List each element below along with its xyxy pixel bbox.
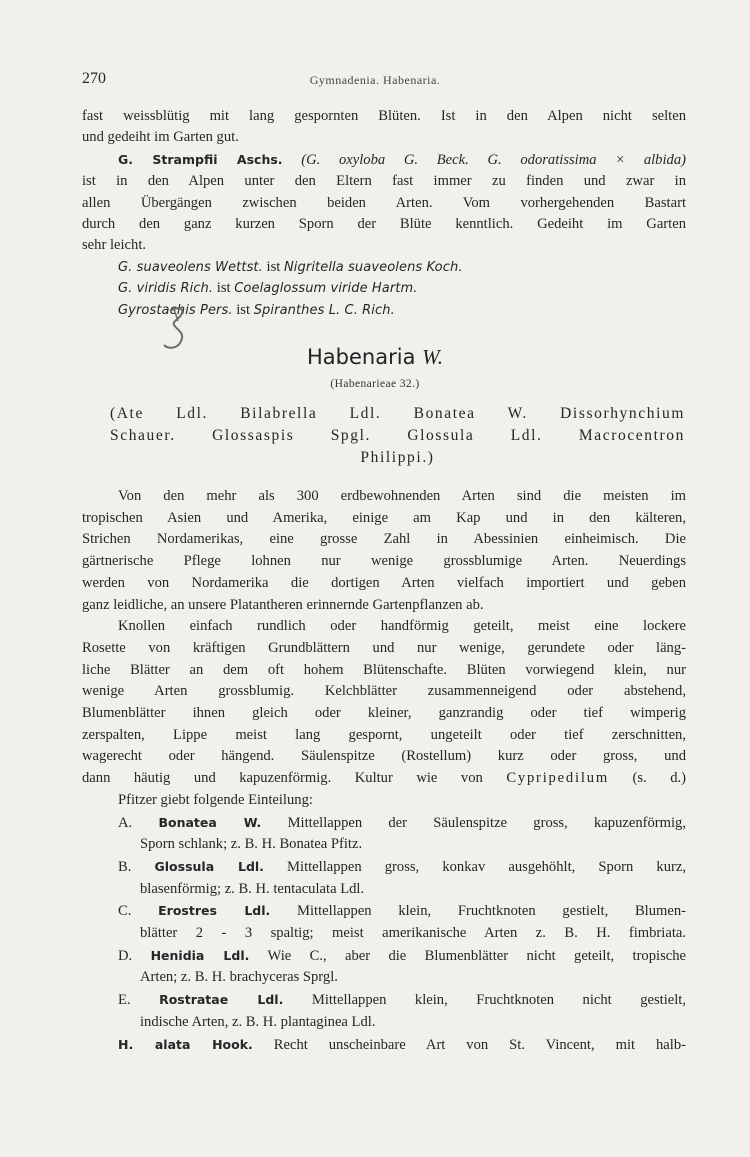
- text-line: und gedeiht im Garten gut.: [82, 129, 239, 146]
- synonym-line: G. suaveolens Wettst. ist Nigritella suaveolens Koch.: [118, 258, 463, 275]
- key-item: B. Glossula Ldl. Mittellappen gross, konkav ausgehöhlt, Sporn kurz, blasenförmig; z. B. H. tentaculata Ldl.: [118, 858, 686, 897]
- text-line: dann häutig und kapuzenförmig. Kultur wie von Cypripedilum (s. d.): [82, 770, 686, 787]
- synonym-line: G. viridis Rich. ist Coelaglossum viride Hartm.: [118, 280, 418, 297]
- text-line: Knollen einfach rundlich oder handförmig geteilt, meist eine lockere: [118, 618, 686, 635]
- text-line: Rosette von kräftigen Grundblättern und nur wenige, gerundete oder läng-: [82, 639, 686, 656]
- main-text: [82, 486, 686, 1056]
- text-line: Von den mehr als 300 erdbewohnenden Arten sind die meisten im: [118, 488, 686, 504]
- genus-heading: [0, 345, 750, 370]
- text-line: ist in den Alpen unter den Eltern fast immer zu finden und zwar in: [82, 173, 686, 190]
- key-item: E. Rostratae Ldl. Mittellappen klein, Fruchtknoten nicht gestielt, indische Arten, z. B. H. plantaginea Ldl.: [118, 992, 687, 1030]
- key-list: [82, 812, 686, 1034]
- species-name: G. Strampfii Aschs.: [118, 151, 283, 167]
- page-number: 270: [82, 70, 106, 87]
- text-line: zerspalten, Lippe meist lang gespornt, ungeteilt oder tief zerschnitten,: [82, 726, 686, 743]
- species-entry: H. alata Hook. Recht unscheinbare Art von St. Vincent, mit halb-: [118, 1036, 686, 1053]
- synonym-line: Philippi.): [360, 449, 435, 466]
- text-line: gärtnerische Pflege lohnen nur wenige grossblumige Arten. Neuerdings: [82, 553, 686, 570]
- text-line: Blumenblätter ihnen gleich oder kleiner, ganzrandig oder tief wimperig: [82, 705, 686, 722]
- synonym-line: Schauer. Glossaspis Spgl. Glossula Ldl. Macrocentron: [110, 427, 685, 444]
- top-section: [82, 106, 686, 321]
- synonym-line: (Ate Ldl. Bilabrella Ldl. Bonatea W. Dissorhynchium: [110, 405, 685, 422]
- hybrid-formula: (G. oxyloba G. Beck. G. odoratissima × albida): [301, 151, 686, 168]
- key-item: C. Erostres Ldl. Mittellappen klein, Fruchtknoten gestielt, Blumen- blätter 2 - 3 spaltig; meist amerikanische Arten z. B. H. fimbriata.: [118, 903, 687, 942]
- text-line: allen Übergängen zwischen beiden Arten. Vom vorhergehenden Bastart: [82, 194, 686, 211]
- genus-author: W.: [422, 345, 443, 369]
- text-line: wenige Arten grossblumig. Kelchblätter zusammenneigend oder abstehend,: [82, 683, 686, 700]
- text-line: ganz leidliche, an unsere Platantheren erinnernde Gartenpflanzen ab.: [82, 596, 484, 613]
- key-item: A. Bonatea W. Mittellappen der Säulenspitze gross, kapuzenförmig, Sporn schlank; z. B. H. Bonatea Pfitz.: [118, 814, 686, 853]
- text-line: Strichen Nordamerikas, eine grosse Zahl in Abessinien einheimisch. Die: [82, 531, 686, 548]
- text-line: tropischen Asien und Amerika, einige am Kap und in den kälteren,: [82, 509, 686, 526]
- text-line: durch den ganz kurzen Sporn der Blüte kenntlich. Gedeiht im Garten: [82, 216, 686, 233]
- synonym-line: Gyrostachis Pers. ist Spiranthes L. C. Rich.: [118, 301, 395, 318]
- strampfii-entry: [82, 149, 686, 171]
- genus-synonyms: [110, 403, 685, 469]
- key-item: D. Henidia Ldl. Wie C., aber die Blumenblätter nicht geteilt, tropische Arten; z. B. H. brachyceras Sprgl.: [118, 947, 687, 986]
- text-line: sehr leicht.: [82, 237, 147, 254]
- genus-name: Habenaria: [307, 345, 416, 369]
- text-line: werden von Nordamerika die dortigen Arten vielfach importiert und geben: [82, 574, 686, 591]
- tribe-label: (Habenarieae 32.): [330, 378, 420, 390]
- text-line: liche Blätter an dem oft hohem Blütenschafte. Blüten vorwiegend klein, nur: [82, 661, 686, 678]
- page-header: [82, 70, 668, 90]
- running-head: Gymnadenia. Habenaria.: [309, 73, 441, 87]
- text-line: fast weissblütig mit lang gespornten Blüten. Ist in den Alpen nicht selten: [82, 108, 686, 124]
- key-intro: Pfitzer giebt folgende Einteilung:: [118, 791, 313, 808]
- text-line: wagerecht oder hängend. Säulenspitze (Rostellum) kurz oder gross, und: [82, 748, 686, 765]
